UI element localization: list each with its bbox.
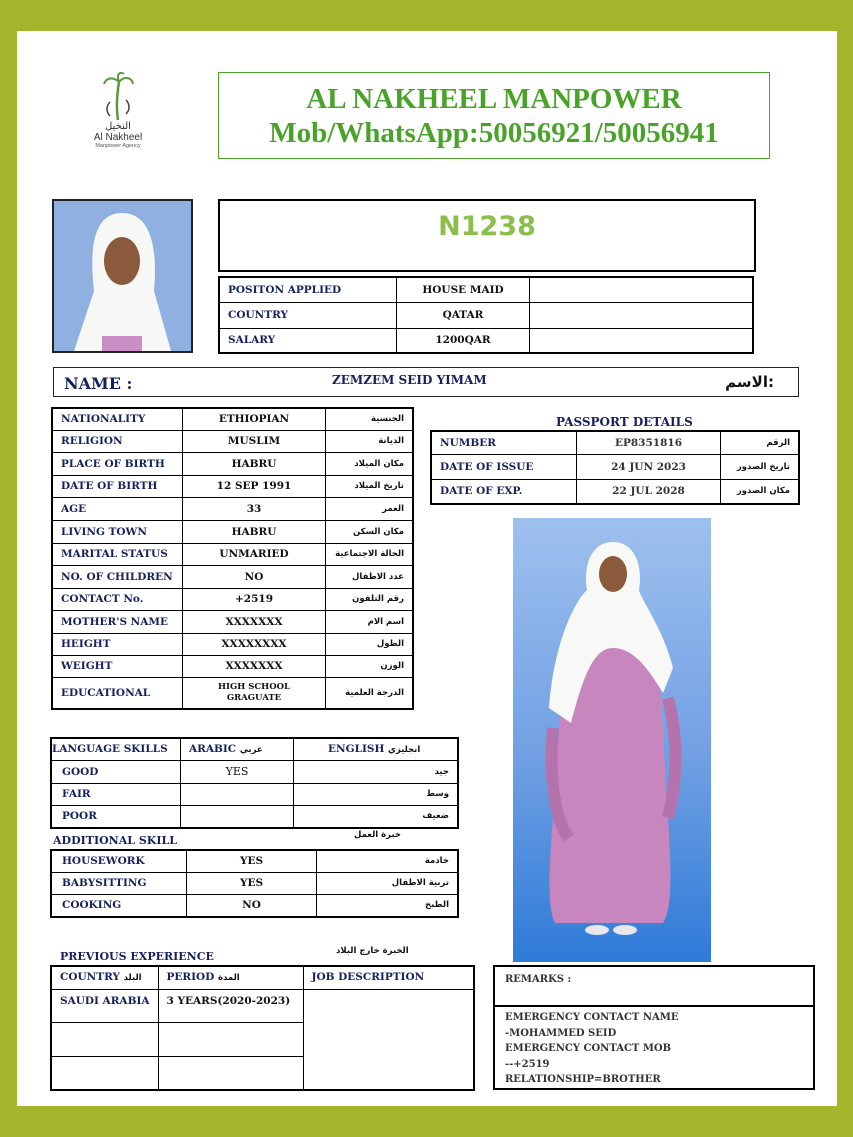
- row-value: [181, 783, 294, 805]
- row-value: YES: [187, 850, 317, 872]
- row-label: DATE OF EXP.: [431, 479, 577, 504]
- logo-name: Al Nakheel: [93, 132, 143, 143]
- row-label: MARITAL STATUS: [52, 543, 183, 565]
- experience-title: PREVIOUS EXPERIENCE: [60, 950, 214, 963]
- company-name: AL NAKHEEL MANPOWER: [306, 83, 682, 115]
- job-extra: [530, 277, 754, 302]
- row-value: XXXXXXXX: [183, 633, 326, 655]
- full-body-photo: [513, 518, 711, 962]
- job-value: 1200QAR: [397, 328, 530, 353]
- row-label-ar: الرقم: [721, 431, 800, 454]
- row-value: YES: [187, 872, 317, 894]
- row-label: WEIGHT: [52, 655, 183, 677]
- row-label: LIVING TOWN: [52, 520, 183, 543]
- row-label-ar: مكان الميلاد: [326, 452, 414, 475]
- job-value: QATAR: [397, 302, 530, 328]
- row-value: 33: [183, 497, 326, 520]
- job-extra: [530, 328, 754, 353]
- passport-title: PASSPORT DETAILS: [556, 415, 693, 429]
- skill-row: [51, 894, 458, 917]
- row-value: UNMARIED: [183, 543, 326, 565]
- row-label-ar: اسم الام: [326, 610, 414, 633]
- row-value: XXXXXXX: [183, 655, 326, 677]
- row-value: +2519: [183, 588, 326, 610]
- job-label: COUNTRY: [219, 302, 397, 328]
- row-label: RELIGION: [52, 430, 183, 452]
- personal-table: [51, 407, 414, 710]
- experience-period-header-ar: المدة: [217, 973, 240, 983]
- experience-job: [303, 989, 474, 1090]
- table-row: [52, 497, 413, 520]
- row-label: FAIR: [51, 783, 181, 805]
- row-label-ar: مكان الصدور: [721, 479, 800, 504]
- row-value: YES: [181, 760, 294, 783]
- row-label: POOR: [51, 805, 181, 828]
- logo-arabic-name: النخيل: [105, 121, 131, 132]
- row-label: DATE OF BIRTH: [52, 475, 183, 497]
- experience-cell-empty: [158, 1022, 303, 1056]
- table-row: [52, 588, 413, 610]
- table-row: [431, 431, 799, 454]
- row-label-ar: رقم التلفون: [326, 588, 414, 610]
- table-row: [52, 565, 413, 588]
- language-english-value: [294, 805, 459, 828]
- row-label: AGE: [52, 497, 183, 520]
- row-value: HIGH SCHOOL GRAGUATE: [183, 677, 326, 709]
- table-row: [52, 543, 413, 565]
- experience-cell-empty: [51, 1056, 158, 1090]
- remarks-divider: [495, 1005, 813, 1007]
- company-logo: [88, 72, 148, 162]
- language-level-ar: ضعيف: [422, 811, 449, 822]
- job-table: [218, 276, 754, 354]
- row-value: XXXXXXX: [183, 610, 326, 633]
- row-label-ar: مكان السكن: [326, 520, 414, 543]
- experience-table: [50, 965, 475, 1091]
- experience-period: 3 YEARS(2020-2023): [158, 989, 303, 1022]
- experience-country: SAUDI ARABIA: [51, 989, 158, 1022]
- experience-country-header: COUNTRY: [60, 971, 120, 983]
- row-value: NO: [183, 565, 326, 588]
- row-value: NO: [187, 894, 317, 917]
- row-label: HEIGHT: [52, 633, 183, 655]
- row-label-ar: تربية الاطفال: [317, 872, 459, 894]
- remarks-box: [493, 965, 815, 1090]
- ref-code: N1238: [438, 211, 536, 242]
- additional-title-ar: خبرة العمل: [354, 830, 402, 840]
- skill-row: [51, 872, 458, 894]
- skill-row: [51, 850, 458, 872]
- experience-header-row: [51, 966, 474, 989]
- row-label-ar: عدد الاطفال: [326, 565, 414, 588]
- table-row: [431, 454, 799, 479]
- row-value: HABRU: [183, 452, 326, 475]
- row-label-ar: الدرجة العلمية: [326, 677, 414, 709]
- row-label: MOTHER'S NAME: [52, 610, 183, 633]
- row-label: NUMBER: [431, 431, 577, 454]
- remarks-line: -MOHAMMED SEID: [505, 1027, 617, 1039]
- experience-row: [51, 989, 474, 1022]
- remarks-text: [505, 1010, 678, 1088]
- row-label-ar: الجنسية: [326, 408, 414, 430]
- row-value: HABRU: [183, 520, 326, 543]
- name-bar: [53, 367, 799, 397]
- language-level-ar: وسط: [426, 789, 449, 799]
- job-value: HOUSE MAID: [397, 277, 530, 302]
- remarks-line: EMERGENCY CONTACT NAME: [505, 1012, 679, 1023]
- job-row: [219, 302, 753, 328]
- experience-cell-empty: [158, 1056, 303, 1090]
- language-english-value: [294, 760, 459, 783]
- additional-table: [50, 849, 459, 918]
- table-row: [52, 655, 413, 677]
- table-row: [52, 610, 413, 633]
- row-value: 12 SEP 1991: [183, 475, 326, 497]
- experience-period-header: PERIOD: [166, 971, 215, 983]
- experience-country-header-ar: البلد: [123, 973, 142, 983]
- row-label: EDUCATIONAL: [52, 677, 183, 709]
- ref-code-box: [218, 199, 756, 272]
- language-header-row: [51, 738, 458, 760]
- table-row: [52, 408, 413, 430]
- row-label-ar: الطبخ: [317, 894, 459, 917]
- additional-title: ADDITIONAL SKILL: [53, 834, 177, 847]
- language-english-value: [294, 783, 459, 805]
- experience-job-header: JOB DESCRIPTION: [303, 966, 474, 989]
- table-row: [52, 475, 413, 497]
- row-value: EP8351816: [577, 431, 721, 454]
- name-label: NAME :: [64, 374, 133, 393]
- row-label: CONTACT No.: [52, 588, 183, 610]
- row-value: [181, 805, 294, 828]
- job-extra: [530, 302, 754, 328]
- experience-title-ar: الخبرة خارج البلاد: [336, 946, 409, 956]
- full-name: ZEMZEM SEID YIMAM: [332, 373, 487, 387]
- row-label-ar: العمر: [326, 497, 414, 520]
- table-row: [431, 479, 799, 504]
- row-label-ar: الطول: [326, 633, 414, 655]
- row-label: BABYSITTING: [51, 872, 187, 894]
- experience-cell-empty: [51, 1022, 158, 1056]
- table-row: [52, 452, 413, 475]
- job-label: SALARY: [219, 328, 397, 353]
- headshot-photo: [52, 199, 193, 353]
- passport-table: [430, 430, 800, 505]
- remarks-line: EMERGENCY CONTACT MOB: [505, 1043, 672, 1054]
- row-value: 22 JUL 2028: [577, 479, 721, 504]
- language-row: [51, 760, 458, 783]
- table-row: [52, 633, 413, 655]
- remarks-line: RELATIONSHIP=BROTHER: [505, 1074, 661, 1085]
- row-label-ar: تاريخ الصدور: [721, 454, 800, 479]
- row-value: MUSLIM: [183, 430, 326, 452]
- language-arabic-header: ARABIC: [189, 743, 237, 756]
- language-level-ar: جيد: [434, 766, 449, 777]
- row-label-ar: تاريخ الميلاد: [326, 475, 414, 497]
- language-english-header: ENGLISH: [328, 743, 385, 756]
- row-label: DATE OF ISSUE: [431, 454, 577, 479]
- row-label: NO. OF CHILDREN: [52, 565, 183, 588]
- job-row: [219, 277, 753, 302]
- language-row: [51, 805, 458, 828]
- row-label-ar: الحالة الاجتماعية: [326, 543, 414, 565]
- company-contact: Mob/WhatsApp:50056921/50056941: [269, 117, 719, 149]
- job-row: [219, 328, 753, 353]
- row-label: COOKING: [51, 894, 187, 917]
- language-arabic-header-ar: عربي: [239, 745, 263, 756]
- palm-logo-icon: [98, 72, 138, 122]
- row-label: HOUSEWORK: [51, 850, 187, 872]
- row-value: ETHIOPIAN: [183, 408, 326, 430]
- table-row: [52, 520, 413, 543]
- language-row: [51, 783, 458, 805]
- row-label: GOOD: [51, 760, 181, 783]
- logo-subtitle: Manpower Agency: [95, 143, 141, 149]
- remarks-line: --+2519: [505, 1058, 550, 1070]
- job-label: POSITON APPLIED: [219, 277, 397, 302]
- row-label: PLACE OF BIRTH: [52, 452, 183, 475]
- row-label-ar: الوزن: [326, 655, 414, 677]
- header-box: [218, 72, 770, 159]
- language-table: [50, 737, 459, 829]
- table-row: [52, 430, 413, 452]
- table-row: [52, 677, 413, 709]
- row-label: NATIONALITY: [52, 408, 183, 430]
- language-english-header-ar: انجليزي: [388, 745, 421, 756]
- row-label-ar: خادمة: [317, 850, 459, 872]
- name-label-ar: الاسم:: [725, 373, 774, 391]
- row-value: 24 JUN 2023: [577, 454, 721, 479]
- remarks-label: REMARKS :: [505, 974, 572, 985]
- language-header-label: LANGUAGE SKILLS: [51, 738, 181, 760]
- row-label-ar: الديانة: [326, 430, 414, 452]
